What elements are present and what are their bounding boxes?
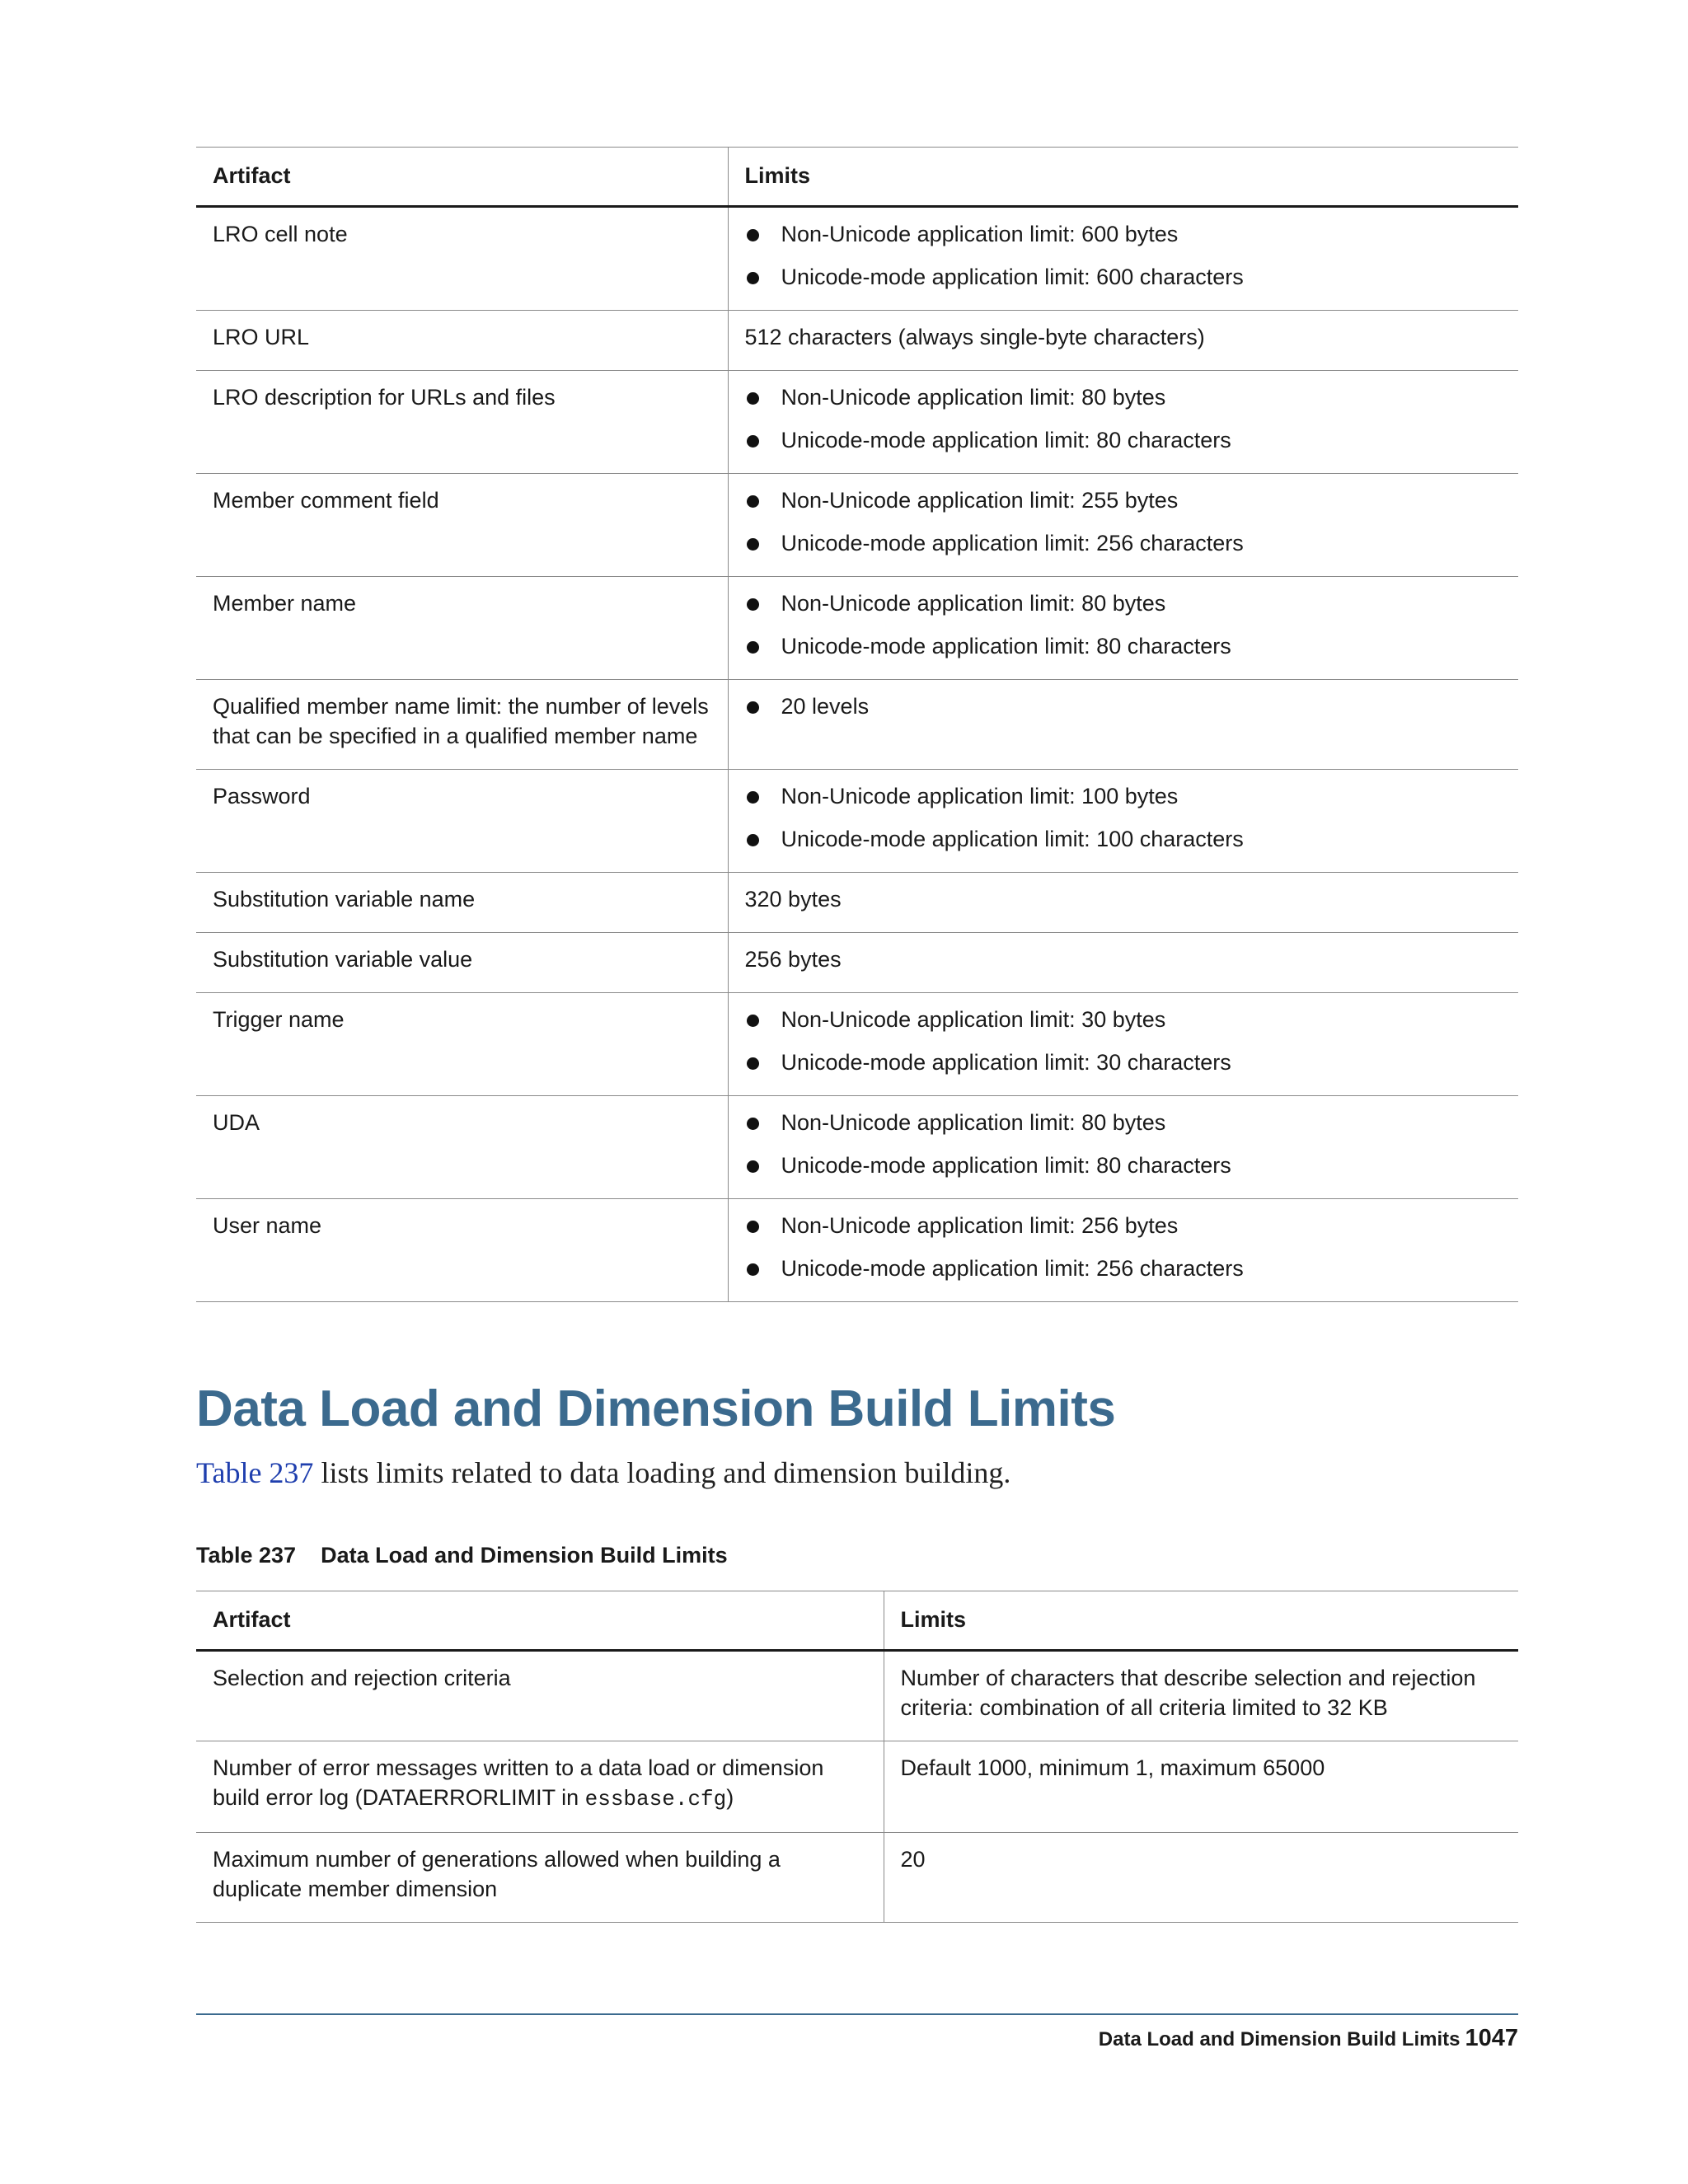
limits-list [745,1108,1503,1180]
table-row [196,1199,1518,1302]
list-item: Unicode-mode application limit: 80 characters [745,425,1503,455]
table-row [196,770,1518,873]
limits-list [745,1211,1503,1283]
artifact-cell: User name [196,1199,728,1302]
limits-cell [728,474,1518,577]
list-item: Non-Unicode application limit: 80 bytes [745,588,1503,618]
artifact-cell: LRO URL [196,311,728,371]
limits-list [745,691,1503,721]
artifact-cell: Selection and rejection criteria [196,1651,884,1741]
limits-list [745,588,1503,661]
list-item: Non-Unicode application limit: 256 bytes [745,1211,1503,1240]
limits-list [745,1005,1503,1077]
table-row [196,311,1518,371]
table-header-row [196,1591,1518,1651]
footer-title: Data Load and Dimension Build Limits [1098,2028,1461,2050]
list-item: 20 levels [745,691,1503,721]
artifact-cell: LRO description for URLs and files [196,371,728,474]
limits-cell: 20 [884,1833,1518,1923]
artifact-cell: LRO cell note [196,207,728,311]
artifact-text-end: ) [726,1785,734,1810]
limits-cell [728,371,1518,474]
column-header-artifact: Artifact [196,1591,884,1651]
table-row [196,1096,1518,1199]
limits-table-continued [196,147,1518,1302]
limits-cell [728,577,1518,680]
table-caption [196,1541,1518,1569]
limits-cell [728,207,1518,311]
table-caption-number: Table 237 [196,1543,297,1568]
list-item: Unicode-mode application limit: 600 characters [745,262,1503,292]
section-heading: Data Load and Dimension Build Limits [196,1380,1116,1437]
limits-cell: 512 characters (always single-byte characters) [728,311,1518,371]
config-filename: essbase.cfg [584,1787,727,1811]
limits-cell [728,993,1518,1096]
list-item: Non-Unicode application limit: 80 bytes [745,1108,1503,1137]
table-237-link[interactable]: Table 237 [196,1456,314,1489]
limits-cell [728,1096,1518,1199]
artifact-cell: Qualified member name limit: the number of levels that can be specified in a qualified member name [196,680,728,770]
list-item: Unicode-mode application limit: 256 characters [745,528,1503,558]
column-header-limits: Limits [728,148,1518,207]
limits-cell: 320 bytes [728,873,1518,933]
intro-paragraph [196,1454,1518,1492]
limits-cell [728,680,1518,770]
artifact-cell: UDA [196,1096,728,1199]
table-row [196,1833,1518,1923]
table-row [196,1741,1518,1833]
list-item: Unicode-mode application limit: 30 characters [745,1047,1503,1077]
list-item: Unicode-mode application limit: 256 characters [745,1254,1503,1283]
table-row [196,933,1518,993]
table-row [196,371,1518,474]
artifact-cell: Member name [196,577,728,680]
limits-cell [728,770,1518,873]
table-row [196,993,1518,1096]
limits-cell: Default 1000, minimum 1, maximum 65000 [884,1741,1518,1833]
artifact-cell: Trigger name [196,993,728,1096]
list-item: Non-Unicode application limit: 255 bytes [745,485,1503,515]
limits-cell: 256 bytes [728,933,1518,993]
artifact-cell: Maximum number of generations allowed when building a duplicate member dimension [196,1833,884,1923]
limits-list [745,781,1503,854]
artifact-cell [196,1741,884,1833]
table-row [196,207,1518,311]
limits-list [745,219,1503,292]
list-item: Non-Unicode application limit: 80 bytes [745,382,1503,412]
artifact-text: Number of error messages written to a data load or dimension build error log (DATAERRORLIMIT in [213,1755,824,1810]
table-header-row [196,148,1518,207]
limits-cell: Number of characters that describe selection and rejection criteria: combination of all criteria limited to 32 KB [884,1651,1518,1741]
page-footer [196,2013,1518,2052]
data-load-limits-table [196,1591,1518,1923]
list-item: Unicode-mode application limit: 100 characters [745,824,1503,854]
list-item: Non-Unicode application limit: 600 bytes [745,219,1503,249]
artifact-cell: Password [196,770,728,873]
list-item: Non-Unicode application limit: 30 bytes [745,1005,1503,1034]
list-item: Unicode-mode application limit: 80 characters [745,1151,1503,1180]
table-row [196,577,1518,680]
column-header-artifact: Artifact [196,148,728,207]
table-row [196,680,1518,770]
column-header-limits: Limits [884,1591,1518,1651]
table-caption-title: Data Load and Dimension Build Limits [321,1543,728,1568]
table-row [196,1651,1518,1741]
table-row [196,873,1518,933]
page-content [196,147,1518,1923]
list-item: Non-Unicode application limit: 100 bytes [745,781,1503,811]
intro-text: lists limits related to data loading and dimension building. [313,1456,1011,1489]
artifact-cell: Member comment field [196,474,728,577]
list-item: Unicode-mode application limit: 80 characters [745,631,1503,661]
limits-list [745,382,1503,455]
artifact-cell: Substitution variable name [196,873,728,933]
table-row [196,474,1518,577]
limits-cell [728,1199,1518,1302]
artifact-cell: Substitution variable value [196,933,728,993]
limits-list [745,485,1503,558]
page-number: 1047 [1465,2025,1518,2051]
